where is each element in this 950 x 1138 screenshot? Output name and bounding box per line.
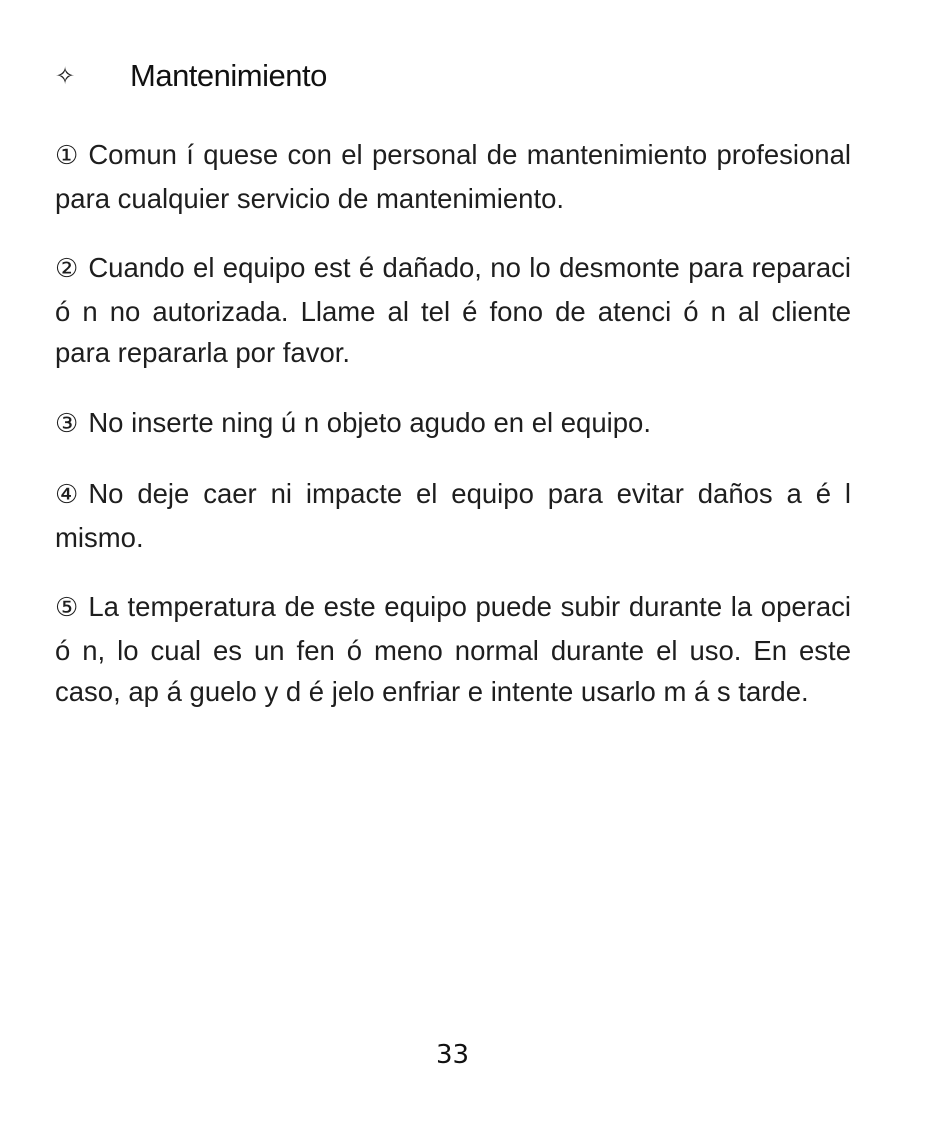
list-item xyxy=(55,402,851,446)
sparkle-star-icon: ✧ xyxy=(55,62,76,90)
item-number-marker: ④ xyxy=(55,480,79,510)
section-heading xyxy=(55,58,327,94)
list-item xyxy=(55,473,851,558)
item-text: Cuando el equipo est é dañado, no lo desmonte para reparaci ó n no autorizada. Llame al tel é fono de atenci ó n al cliente para repararla por favor. xyxy=(55,252,851,368)
item-number-marker: ① xyxy=(55,141,79,171)
section-title: Mantenimiento xyxy=(130,58,327,93)
item-text: Comun í quese con el personal de mantenimiento profesional para cualquier servicio de mantenimiento. xyxy=(55,139,851,214)
item-number-marker: ② xyxy=(55,254,79,284)
list-item xyxy=(55,586,851,713)
list-item xyxy=(55,247,851,374)
maintenance-list xyxy=(55,134,851,741)
page-number: 33 xyxy=(435,1040,470,1070)
item-number-marker: ③ xyxy=(55,408,79,439)
item-text: No inserte ning ú n objeto agudo en el equipo. xyxy=(88,406,651,438)
item-text: No deje caer ni impacte el equipo para evitar daños a é l mismo. xyxy=(55,478,851,553)
list-item xyxy=(55,134,851,219)
item-number-marker: ⑤ xyxy=(55,593,79,623)
item-text: La temperatura de este equipo puede subir durante la operaci ó n, lo cual es un fen ó meno normal durante el uso. En este caso, ap á guelo y d é jelo enfriar e intente usarlo m á s tarde. xyxy=(55,591,851,707)
